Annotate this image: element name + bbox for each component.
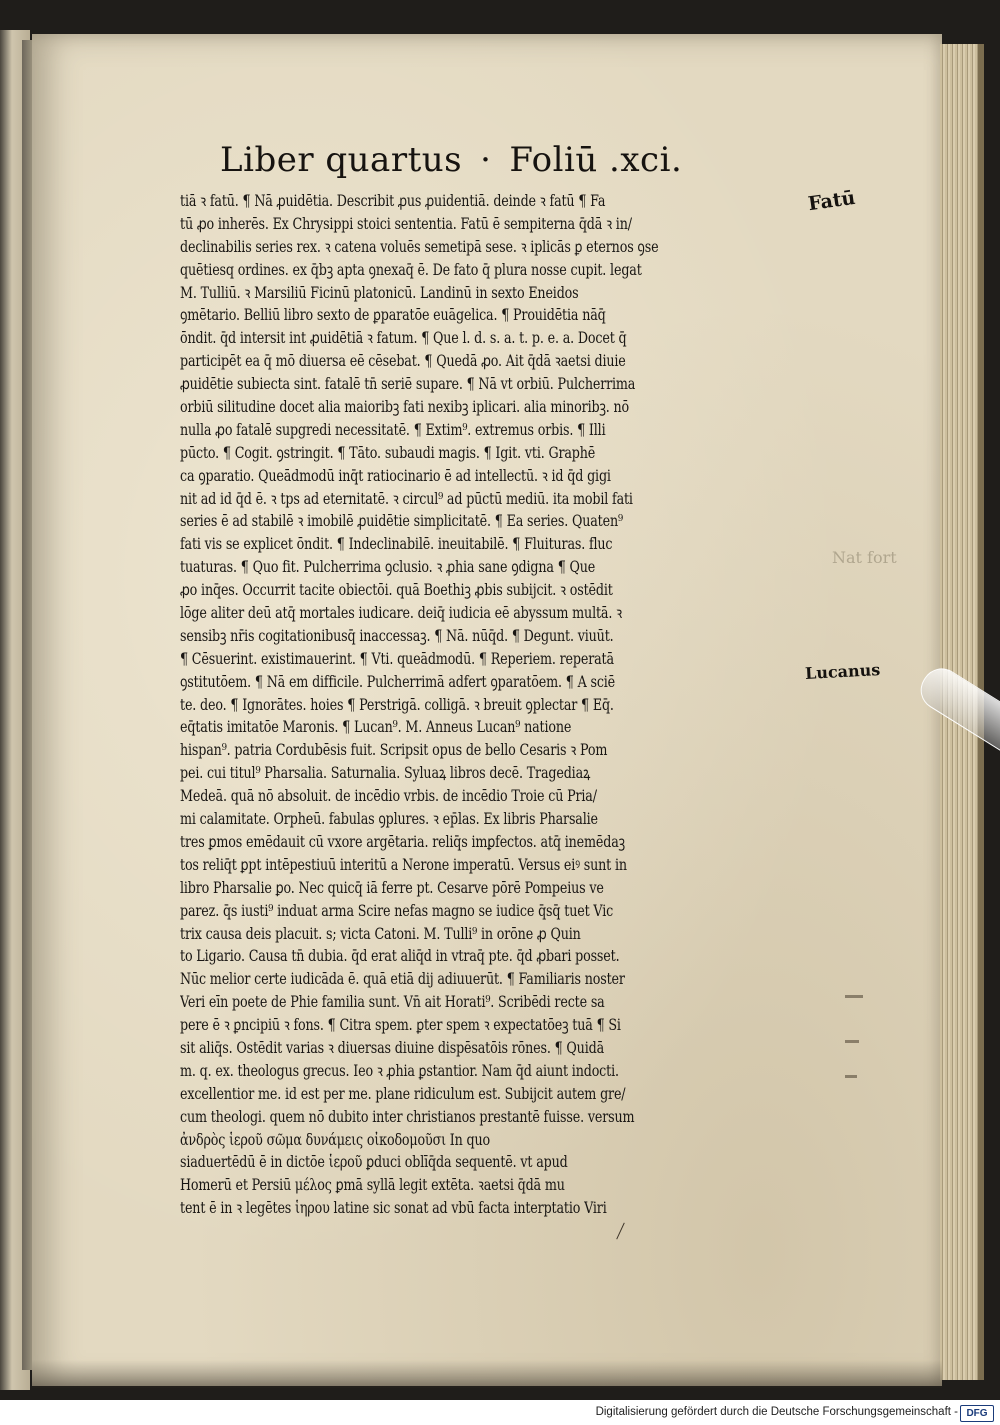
text-line: tū ꝓo inherēs. Ex Chrysippi stoici sententia. Fatū ē sempiterna q̄dā ꝛ in/ [180,214,632,233]
ink-mark [845,995,863,998]
text-line: parez. q̄s iusti⁹ induat arma Scire nefas magno se iudice q̄sq̄ tuet Vic [180,901,614,920]
text-line: series ē ad stabilē ꝛ imobilē ꝓuidētie simplicitatē. ¶ Ea series. Quaten⁹ [180,512,623,531]
text-line: Nūc melior certe iudicāda ē. quā etiā dij adiuuerūt. ¶ Familiaris noster [180,970,625,989]
ink-mark [845,1075,857,1078]
text-line: quētiesq ordines. ex q̄bꝫ apta ꝯnexaq̄ ē. De fato q̄ plura nosse cupit. legat [180,260,642,279]
text-line: tos reliq̄t ꝑpt intēpestiuū interitū a Nerone imperatū. Versus eiꝰ sunt in [180,855,627,874]
text-line: sit aliq̄s. Ostēdit varias ꝛ diuersas diuine dispēsatōis rōnes. ¶ Quidā [180,1038,605,1057]
text-line: trix causa deis placuit. s; victa Catoni. M. Tulli⁹ in orōne ꝓ Quin [180,924,581,943]
text-line: ōndit. q̄d intersit int ꝓuidētiā ꝛ fatum. ¶ Que l. d. s. a. t. p. e. a. Docet q̄ [180,329,627,348]
text-line: eq̄tatis imitatōe Maronis. ¶ Lucan⁹. M. Anneus Lucan⁹ natione [180,718,572,737]
text-line: pūcto. ¶ Cogit. ꝯstringit. ¶ Tāto. subaudi magis. ¶ Igit. vti. Graphē [180,443,596,462]
ink-mark [845,1040,859,1043]
footer-bar [0,1400,1000,1425]
header-book: Liber quartus [220,140,463,180]
text-line: orbiū silitudine docet alia maioribꝫ fati nexibꝫ iplicari. alia minoribꝫ. nō [180,398,630,417]
text-line: lōge aliter deū atq̄ mortales iudicare. deiq̄ iudicia eē abyssum multā. ꝛ [180,604,622,623]
text-line: ca ꝯparatio. Queādmodū inq̄t ratiocinario ē ad intellectū. ꝛ id q̄d gigi [180,466,611,485]
text-line: Medeā. quā nō absoluit. de incēdio vrbis. de incēdio Troie cū Pria/ [180,787,597,806]
text-line: tent ē in ꝛ legētes ἱηρου latine sic sonat ad vbū facta interptatio Viri [180,1199,607,1218]
text-line: hispan⁹. patria Cordubēsis fuit. Scripsit opus de bello Cesaris ꝛ Pom [180,741,608,760]
margin-note-lucanus: Lucanus [804,660,881,683]
text-line: declinabilis series rex. ꝛ catena voluēs semetipā sese. ꝛ iplicās ꝑ eternos ꝯse [180,237,659,256]
text-line: cum theologi. quem nō dubito inter christianos prestantē fuisse. versum [180,1107,635,1126]
text-line: sensibꝫ nr̄is cogitationibusq̄ inaccessaꝫ. ¶ Nā. nūq̄d. ¶ Degunt. viuūt. [180,626,614,645]
text-line: ꝯmētario. Belliū libro sexto de ꝑparatōe euāgelica. ¶ Prouidētia nāq̄ [180,306,606,325]
text-line: ꝯstitutōem. ¶ Nā em difficile. Pulcherrimā adfert ꝯparatōem. ¶ A sciē [180,672,616,691]
funding-credit: Digitalisierung gefördert durch die Deutsche Forschungsgemeinschaft - [595,1406,958,1418]
text-line: ꝓo inq̄es. Occurrit tacite obiectōi. quā Boethiꝫ ꝓbis subijcit. ꝛ ostēdit [180,581,613,600]
text-line: Homerū et Persiū μέλος ꝑmā syllā legit extēta. ꝛaetsi q̄dā mu [180,1176,565,1195]
text-line: M. Tulliū. ꝛ Marsiliū Ficinū platonicū. Landinū in sexto Eneidos [180,283,579,302]
margin-note-fatum: Fatū [806,186,857,216]
text-line: nulla ꝓo fatalē supgredi necessitatē. ¶ Extim⁹. extremus orbis. ¶ Illi [180,420,606,439]
show-through-text: Nat fort [832,548,897,567]
text-line: m. q. ex. theologus grecus. Ieo ꝛ ꝓhia ꝑstantior. Nam q̄d aiunt indocti. [180,1061,619,1080]
text-line: siaduertēdū ē in dictōe ἱεροῦ ꝑduci oblīq̄da sequentē. vt apud [180,1153,568,1172]
text-line: pei. cui titul⁹ Pharsalia. Saturnalia. Syluaꝝ libros decē. Tragediaꝝ [180,764,591,783]
text-line: excellentior me. id est per me. plane ridiculum est. Subijcit autem gre/ [180,1084,626,1103]
text-line: tiā ꝛ fatū. ¶ Nā ꝓuidētia. Describit ꝓus ꝓuidentiā. deinde ꝛ fatū ¶ Fa [180,192,606,210]
text-line: ꝓuidētie subiecta sint. fatalē tn̄ seriē supare. ¶ Nā vt orbiū. Pulcherrima [180,375,636,394]
text-line: tres ꝑmos emēdauit cū vxore argētaria. reliq̄s imꝑfectos. atq̄ inemēdaꝫ [180,832,626,851]
text-line: libro Pharsalie ꝑo. Nec quicq̄ iā ferre pt. Cesarve pōrē Pompeius ve [180,878,604,897]
text-line: participēt ea q̄ mō diuersa eē cēsebat. ¶ Quedā ꝓo. Ait q̄dā ꝛaetsi diuie [180,352,626,371]
text-line: ¶ Cēsuerint. existimauerint. ¶ Vti. queādmodū. ¶ Reperiem. reperatā [180,649,614,668]
text-line: pere ē ꝛ ꝑncipiū ꝛ fons. ¶ Citra spem. ꝑter spem ꝛ expectatōeꝫ tuā ¶ Si [180,1016,621,1035]
text-line: ἀνδρὸς ἱεροῦ σῶμα δυνάμεις οἰκοδομοῦσι In quo [180,1130,491,1149]
text-line: te. deo. ¶ Ignorātes. hoies ¶ Perstrigā. colligā. ꝛ breuit ꝯplectar ¶ Eq̄. [180,695,614,714]
text-line: mi calamitate. Orpheū. fabulas ꝯplures. ꝛ ep̄las. Ex libris Pharsalie [180,810,598,829]
header-separator: · [480,140,492,180]
text-line: nit ad id q̄d ē. ꝛ tps ad eternitatē. ꝛ circul⁹ ad pūctū mediū. ita mobil fati [180,489,633,508]
header-folio: Foliū .xci. [509,140,683,180]
text-line: tuaturas. ¶ Quo fit. Pulcherrima ꝯclusio. ꝛ ꝓhia sane ꝯdigna ¶ Que [180,558,596,577]
commentary-text [180,190,810,1220]
page-shadow [32,1360,942,1388]
text-line: Veri eīn poete de Phie familia sunt. Vn̄ ait Horati⁹. Scribēdi recte sa [180,993,605,1012]
text-line: fati vis se explicet ōndit. ¶ Indeclinabilē. ineuitabilē. ¶ Fluituras. fluc [180,535,613,554]
dfg-logo[interactable]: DFG [960,1405,994,1422]
running-header [220,140,720,180]
text-line: to Ligario. Causa tn̄ dubia. q̄d erat aliq̄d in vtraq̄ pte. q̄d ꝓbari posset. [180,947,620,966]
